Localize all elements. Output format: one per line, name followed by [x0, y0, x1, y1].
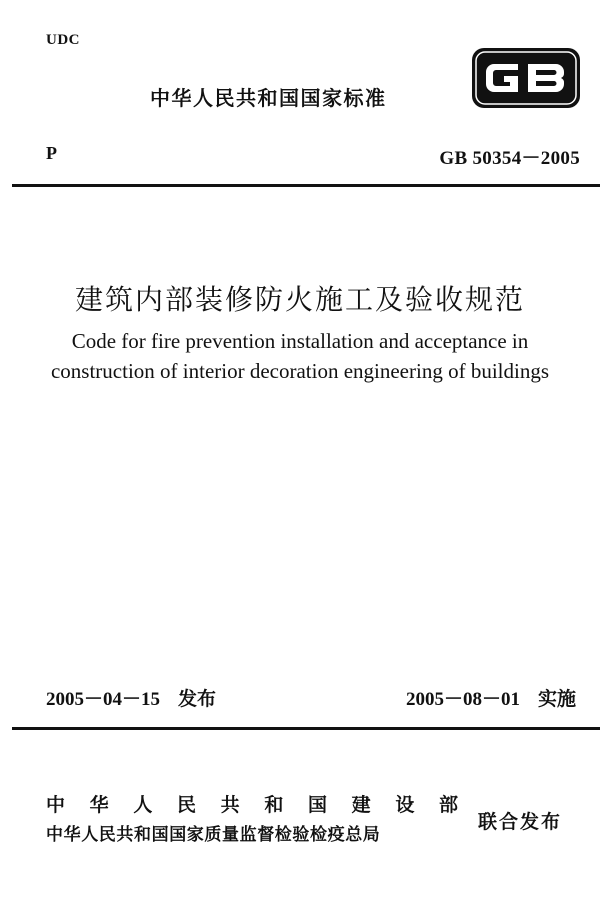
title-english-line-1: Code for fire prevention installation and acceptance in [71, 329, 529, 353]
implementation-label: 实施 [537, 688, 576, 710]
joint-issue-label: 联合发布 [478, 811, 563, 833]
issuer-ministry: 中华人民共和国建设部 [46, 794, 458, 816]
issue-date-block [46, 684, 216, 711]
issue-label: 发布 [178, 688, 217, 710]
udc-label: UDC [46, 32, 80, 48]
issuer-administration: 中华人民共和国国家质量监督检验检疫总局 [46, 825, 381, 845]
bottom-divider [12, 727, 600, 730]
category-code: P [46, 143, 57, 163]
standard-number: GB 50354－2005 [439, 148, 580, 169]
implementation-date-block [406, 684, 576, 711]
gb-logo [470, 46, 582, 110]
top-divider [12, 184, 600, 187]
national-standard-heading: 中华人民共和国国家标准 [150, 86, 387, 110]
issue-date: 2005－04－15 [46, 689, 161, 710]
title-chinese: 建筑内部装修防火施工及验收规范 [74, 283, 525, 316]
title-english-line-2: construction of interior decoration engineering of buildings [50, 359, 550, 383]
implementation-date: 2005－08－01 [405, 689, 520, 710]
